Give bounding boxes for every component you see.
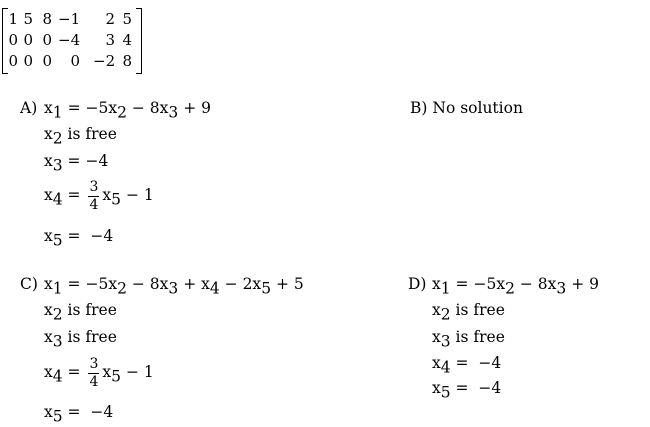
option-c-x1-equation: $x_1 = -5x_2 - 8x_3 + x_4 - 2x_5 + 5$ [44,275,304,298]
matrix-cell: 0 [8,52,18,70]
matrix-cell: 8 [122,52,132,70]
option-a-x3-line: $x_3 = -4$ [44,152,109,175]
option-c-x2-line: $x_2$ is free [44,301,117,324]
option-d-label: D) [408,275,427,293]
matrix-cell: 0 [23,52,33,70]
option-d-x2-line: $x_2$ is free [432,301,505,324]
fraction: $\frac{3}{4}$ [89,356,99,390]
fraction: $\frac{3}{4}$ [89,179,99,213]
matrix-right-bracket [136,8,142,74]
matrix-cell: 5 [122,10,132,28]
option-b-text: No solution [432,99,523,117]
option-d-x4-line: $x_4 = -4$ [432,354,502,377]
option-c-x3-line: $x_3$ is free [44,328,117,351]
option-a-x1-equation: $x_1 = -5x_2 - 8x_3 + 9$ [44,99,211,122]
matrix-cell: 0 [8,31,18,49]
option-b [410,101,523,117]
matrix-cell: 0 [23,31,33,49]
matrix-cell: 2 [105,10,115,28]
matrix-cell: −1 [58,10,81,28]
option-a-x2-line: $x_2$ is free [44,125,117,148]
option-d-x1-equation: $x_1 = -5x_2 - 8x_3 + 9$ [432,275,599,298]
matrix-cell: 1 [8,10,18,28]
option-c-x5-line: $x_5 = -4$ [44,403,114,426]
matrix-cell: −4 [58,31,81,49]
matrix-cell: 8 [42,10,52,28]
matrix-cell: −2 [93,52,116,70]
option-a-x4-line: $x_4$ = $\frac{3}{4}$ $x_5 - 1$ [44,179,154,213]
option-c-label: C) [20,275,38,293]
option-d-x5-line: $x_5 = -4$ [432,379,502,402]
matrix-cell: 0 [70,52,80,70]
option-c-x4-line: $x_4$ = $\frac{3}{4}$ $x_5 - 1$ [44,356,154,390]
option-b-label: B) [410,99,428,117]
option-a-x5-line: $x_5 = -4$ [44,227,114,250]
matrix-cell: 4 [122,31,132,49]
option-a-label: A) [20,99,38,117]
augmented-matrix [2,8,142,74]
matrix-cell: 5 [23,10,33,28]
matrix-cell: 3 [105,31,115,49]
matrix-cell: 0 [42,31,52,49]
matrix-cell: 0 [42,52,52,70]
option-d-x3-line: $x_3$ is free [432,328,505,351]
